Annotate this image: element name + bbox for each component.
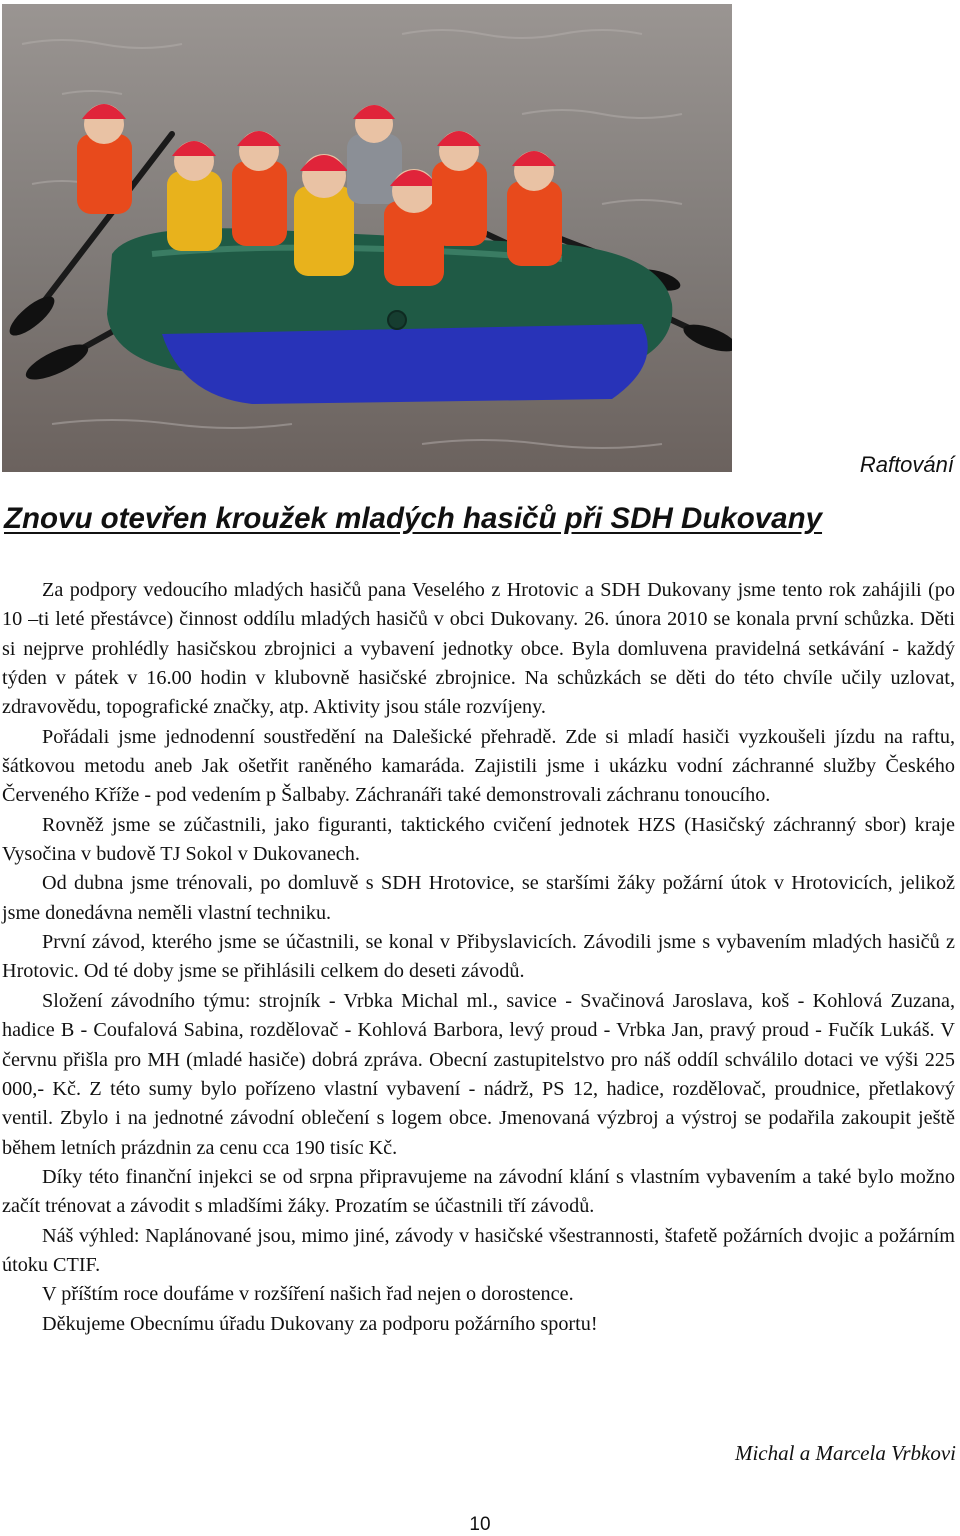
article-headline: Znovu otevřen kroužek mladých hasičů při SDH Dukovany <box>4 502 823 535</box>
child <box>432 131 487 246</box>
article-body <box>2 576 955 1339</box>
article-paragraph: Díky této finanční injekci se od srpna připravujeme na závodní klání s vlastním vybavením a také bylo možno začít trénovat a závodit s mladšími žáky. Prozatím se účastnili tří závodů. <box>2 1165 955 1218</box>
photo-caption: Raftování <box>859 452 954 477</box>
child <box>507 151 562 266</box>
raft-photo-illustration <box>2 4 732 472</box>
article-paragraph: Děkujeme Obecnímu úřadu Dukovany za podporu požárního sportu! <box>42 1312 598 1335</box>
raft-blue-floor <box>162 324 648 404</box>
article-paragraph: Od dubna jsme trénovali, po domluvě s SDH Hrotovice, se staršími žáky požární útok v Hrotovicích, jelikož jsme donedávna neměli vlastní techniku. <box>2 872 955 924</box>
raft-valve <box>388 311 406 329</box>
article-paragraph: Rovněž jsme se zúčastnili, jako figuranti, taktického cvičení jednotek HZS (Hasičský záchranný sbor) kraje Vysočina v budově TJ Sokol v Dukovanech. <box>2 813 955 866</box>
child <box>232 131 287 246</box>
raft-photo <box>2 4 732 472</box>
child <box>294 154 354 276</box>
author-signature: Michal a Marcela Vrbkovi <box>734 1441 956 1465</box>
article-paragraph: Náš výhled: Naplánované jsou, mimo jiné, závody v hasičské všestrannosti, štafetě požárních dvojic a požárním útoku CTIF. <box>2 1224 955 1276</box>
article-paragraph: Za podpory vedoucího mladých hasičů pana Veselého z Hrotovic a SDH Dukovany jsme tento rok zahájili (po 10 –ti leté přestávce) činnost oddílu mladých hasičů v obci Dukovany. 26. února 2010 se konala první schůzka. Děti si nejprve prohlédly hasičskou zbrojnici a vybavení jednotky obce. Byla domluvena pravidelná setkávání - každý týden v pátek v 16.00 hodin v klubovně hasičské zbrojnice. Na schůzkách se děti do této chvíle učily uzlovat, zdravovědu, topografické značky, atp. Aktivity jsou stále rozvíjeny. <box>2 579 955 719</box>
article-paragraph: Složení závodního týmu: strojník - Vrbka Michal ml., savice - Svačinová Jaroslava, koš - Kohlová Zuzana, hadice B - Coufalová Sabina, rozdělovač - Kohlová Barbora, levý proud - Vrbka Jan, pravý proud - Fučík Lukáš. V červnu přišla pro MH (mladé hasiče) dobrá zpráva. Obecní zastupitelstvo pro náš oddíl schválilo dotaci ve výši 225 000,- Kč. Z této sumy bylo pořízeno vlastní vybavení - nádrž, PS 12, hadice, rozdělovač, proudnice, přetlakový ventil. Zbylo i na jednotné závodní oblečení s logem obce. Jmenovaná výzbroj a výstroj se podařila zakoupit ještě během letních prázdnin za cenu cca 190 tisíc Kč. <box>2 989 955 1159</box>
article-paragraph: V příštím roce doufáme v rozšíření našich řad nejen o dorostence. <box>42 1283 574 1306</box>
page-number: 10 <box>469 1514 491 1535</box>
article-paragraph: První závod, kterého jsme se účastnili, se konal v Přibyslavicích. Závodili jsme s vybavením mladých hasičů z Hrotovic. Od té doby jsme se přihlásili celkem do deseti závodů. <box>2 931 955 983</box>
article-paragraph: Pořádali jsme jednodenní soustředění na Dalešické přehradě. Zde si mladí hasiči vyzkoušeli jízdu na raftu, šátkovou metodu aneb Jak ošetřit raněného kamaráda. Zajistili jsme i ukázku vodní záchranné služby Českého Červeného Kříže - pod vedením p Šalbaby. Záchranáři také demonstrovali záchranu tonoucího. <box>2 725 955 807</box>
